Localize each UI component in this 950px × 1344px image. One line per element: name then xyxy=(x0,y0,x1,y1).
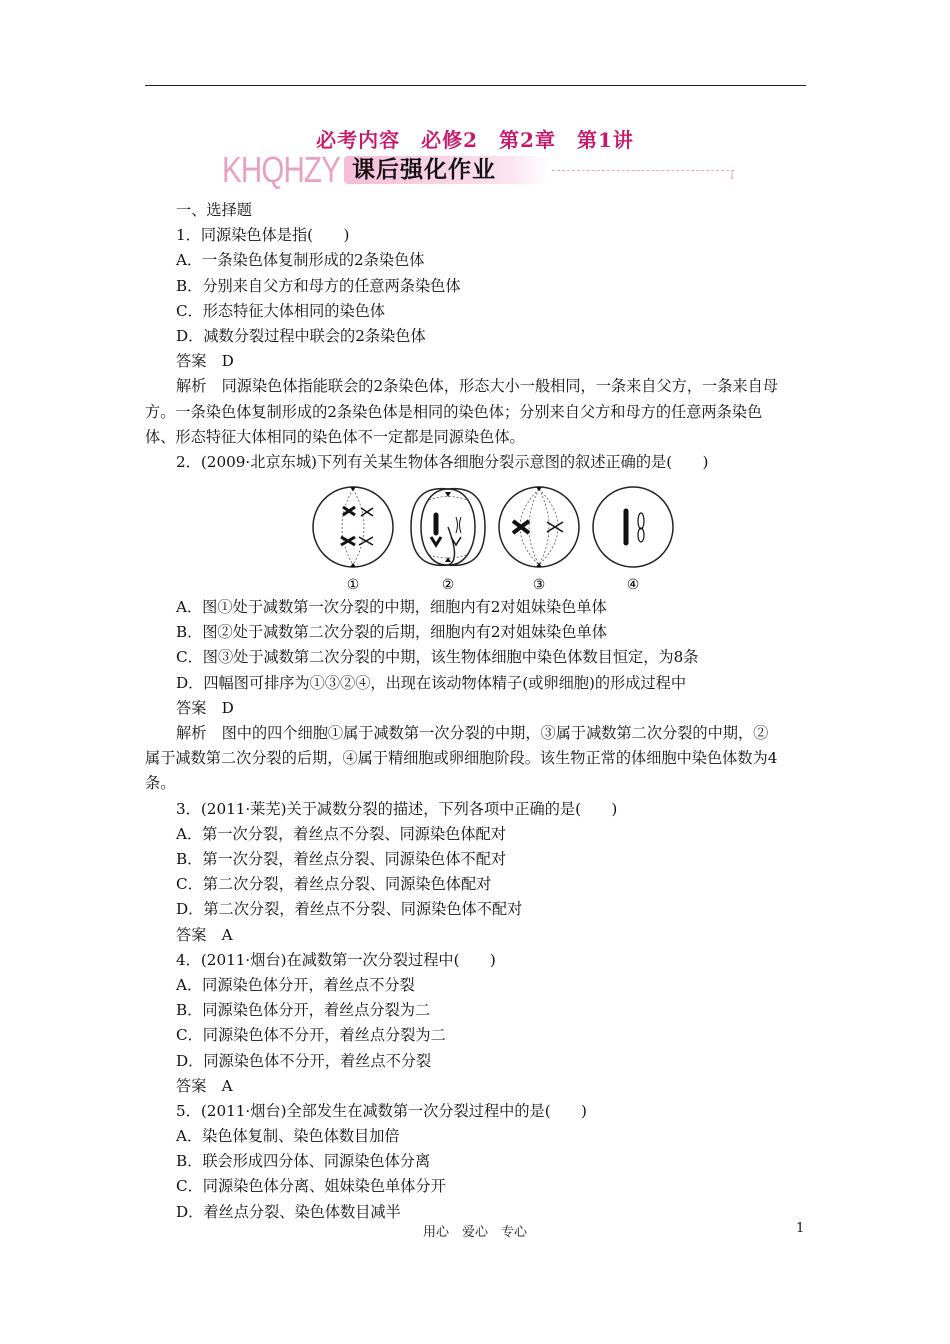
question-2-option-a: A．图①处于减数第一次分裂的中期，细胞内有2对姐妹染色单体 xyxy=(176,598,607,617)
footer-motto: 用心 爱心 专心 xyxy=(422,1225,527,1240)
question-4-option-b: B．同源染色体分开，着丝点分裂为二 xyxy=(176,1001,431,1020)
question-1-analysis-text: 解析 同源染色体指能联会的2条染色体，形态大小一般相同，一条来自父方，一条来自母方。一条染色体复制形成的2条染色体是相同的染色体；分别来自父方和母方的任意两条染色体、形态特征大体相同的染色体不一定都是同源染色体。 xyxy=(145,377,778,446)
question-2-option-d: D．四幅图可排序为①③②④，出现在该动物体精子(或卵细胞)的形成过程中 xyxy=(176,673,687,692)
question-3-answer: 答案 A xyxy=(176,925,233,944)
header-rule xyxy=(145,85,806,86)
question-3-option-a: A．第一次分裂，着丝点不分裂、同源染色体配对 xyxy=(176,824,506,843)
question-2-stem: 2．(2009·北京东城)下列有关某生物体各细胞分裂示意图的叙述正确的是( ) xyxy=(176,452,709,471)
question-4-option-a: A．同源染色体分开，着丝点不分裂 xyxy=(176,975,415,994)
question-1-analysis xyxy=(145,374,779,450)
banner-arrow-icon: ↓ xyxy=(727,168,738,182)
question-1-option-b: B．分别来自父方和母方的任意两条染色体 xyxy=(176,276,461,295)
question-1-option-a: A．一条染色体复制形成的2条染色体 xyxy=(176,251,425,270)
page-title: 必考内容 必修2 第2章 第1讲 xyxy=(316,128,634,152)
question-1-answer: 答案 D xyxy=(176,352,234,371)
question-5-option-a: A．染色体复制、染色体数目加倍 xyxy=(176,1127,400,1146)
cell-2-diagram xyxy=(411,489,485,566)
question-4-answer: 答案 A xyxy=(176,1076,233,1095)
question-1-option-c: C．形态特征大体相同的染色体 xyxy=(176,301,386,320)
cell-division-figure xyxy=(311,475,681,595)
figure-label-4: ④ xyxy=(626,577,640,594)
question-2-answer: 答案 D xyxy=(176,698,234,717)
question-5-stem: 5．(2011·烟台)全部发生在减数第一次分裂过程中的是( ) xyxy=(176,1101,587,1120)
cell-1-diagram xyxy=(313,487,393,567)
question-3-option-c: C．第二次分裂，着丝点分裂、同源染色体配对 xyxy=(176,875,492,894)
question-2-analysis-text: 解析 图中的四个细胞①属于减数第一次分裂的中期，③属于减数第二次分裂的中期，②属于减数第二次分裂的后期，④属于精细胞或卵细胞阶段。该生物正常的体细胞中染色体数为4条。 xyxy=(145,724,778,793)
question-2-analysis xyxy=(145,721,779,797)
cell-3-diagram xyxy=(499,487,579,567)
banner-title: 课后强化作业 xyxy=(352,156,496,183)
question-5-option-b: B．联会形成四分体、同源染色体分离 xyxy=(176,1152,431,1171)
figure-label-1: ① xyxy=(346,577,360,594)
question-4-stem: 4．(2011·烟台)在减数第一次分裂过程中( ) xyxy=(176,950,496,969)
cell-4-diagram xyxy=(593,487,673,567)
question-3-stem: 3．(2011·莱芜)关于减数分裂的描述，下列各项中正确的是( ) xyxy=(176,799,618,818)
question-5-option-d: D．着丝点分裂、染色体数目减半 xyxy=(176,1202,401,1221)
question-5-option-c: C．同源染色体分离、姐妹染色单体分开 xyxy=(176,1177,446,1196)
question-2-option-b: B．图②处于减数第二次分裂的后期，细胞内有2对姐妹染色单体 xyxy=(176,623,607,642)
question-3-option-d: D．第二次分裂，着丝点不分裂、同源染色体不配对 xyxy=(176,900,523,919)
question-1-option-d: D．减数分裂过程中联会的2条染色体 xyxy=(176,326,426,345)
banner-logo-letters: KHQHZY xyxy=(222,149,341,190)
document-body xyxy=(145,198,808,1225)
cell-division-diagram xyxy=(311,475,681,595)
banner-dash-line xyxy=(552,170,734,171)
question-3-option-b: B．第一次分裂，着丝点分裂、同源染色体不配对 xyxy=(176,850,507,869)
figure-label-3: ③ xyxy=(532,577,546,594)
question-2-option-c: C．图③处于减数第二次分裂的中期，该生物体细胞中染色体数目恒定，为8条 xyxy=(176,648,699,667)
homework-banner xyxy=(222,150,742,192)
page-number: 1 xyxy=(796,1221,805,1236)
section-heading: 一、选择题 xyxy=(176,201,252,219)
question-1-stem: 1．同源染色体是指( ) xyxy=(176,226,350,245)
question-4-option-c: C．同源染色体不分开，着丝点分裂为二 xyxy=(176,1026,446,1045)
figure-label-2: ② xyxy=(441,577,455,594)
question-4-option-d: D．同源染色体不分开，着丝点不分裂 xyxy=(176,1051,432,1070)
